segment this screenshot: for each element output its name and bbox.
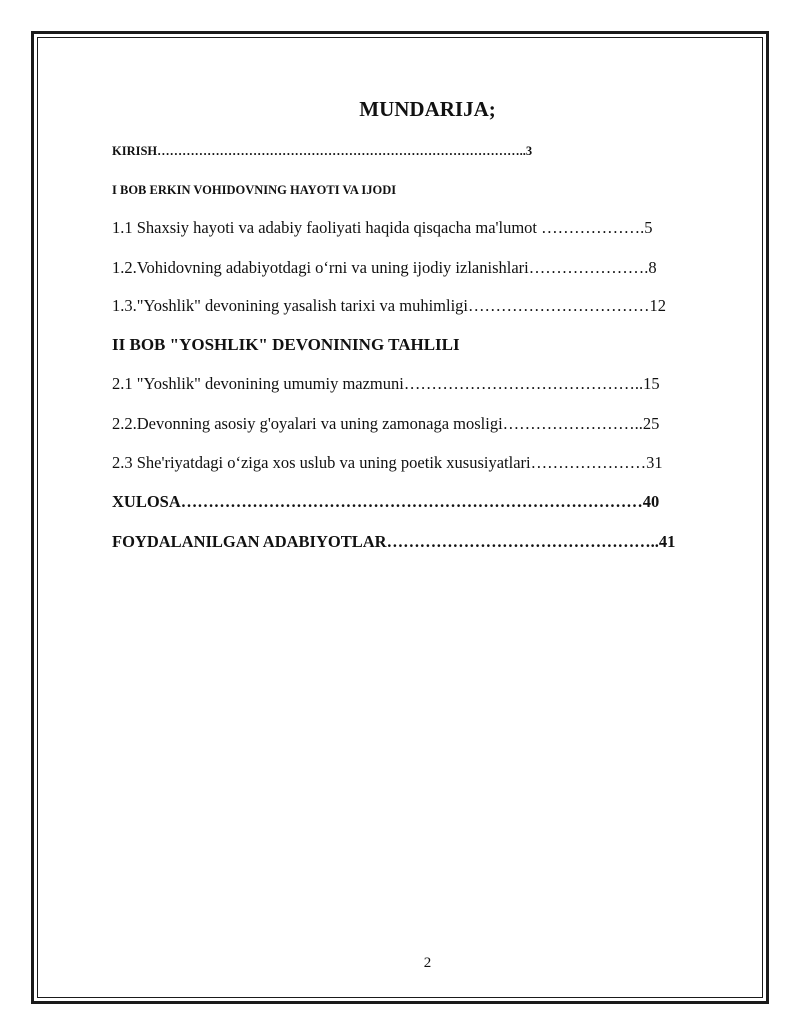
toc-entry-1-3: 1.3."Yoshlik" devonining yasalish tarixi va muhimligi……………………………12: [112, 296, 666, 315]
page-number: 2: [423, 955, 432, 971]
toc-entry-2-1: 2.1 "Yoshlik" devonining umumiy mazmuni……………………………………..15: [112, 374, 660, 393]
toc-chapter-1-heading: [112, 180, 396, 200]
toc-entry-2-3: 2.3 She'riyatdagi o‘ziga xos uslub va uning poetik xususiyatlari…………………31: [112, 453, 663, 472]
document-title: MUNDARIJA;: [359, 97, 496, 121]
toc-entry-xulosa: XULOSA…………………………………………………………………………40: [112, 492, 660, 511]
toc-chapter-2-heading: II BOB "YOSHLIK" DEVONINING TAHLILI: [112, 335, 460, 354]
toc-entry-1-2: 1.2.Vohidovning adabiyotdagi o‘rni va uning ijodiy izlanishlari………………….8: [112, 258, 657, 277]
toc-chapter-1-heading-text: I BOB ERKIN VOHIDOVNING HAYOTI VA IJODI: [112, 183, 397, 197]
toc-entry-kirish: KIRISH……………………………………………………………………………..3: [112, 144, 533, 158]
toc-entry-2-2: 2.2.Devonning asosiy g'oyalari va uning zamonaga mosligi……………………..25: [112, 414, 660, 433]
toc-entry-1-1: 1.1 Shaxsiy hayoti va adabiy faoliyati haqida qisqacha ma'lumot ……………….5: [112, 218, 653, 237]
toc-entry-foydalanilgan-adabiyotlar: FOYDALANILGAN ADABIYOTLAR…………………………………………..41: [112, 532, 676, 551]
